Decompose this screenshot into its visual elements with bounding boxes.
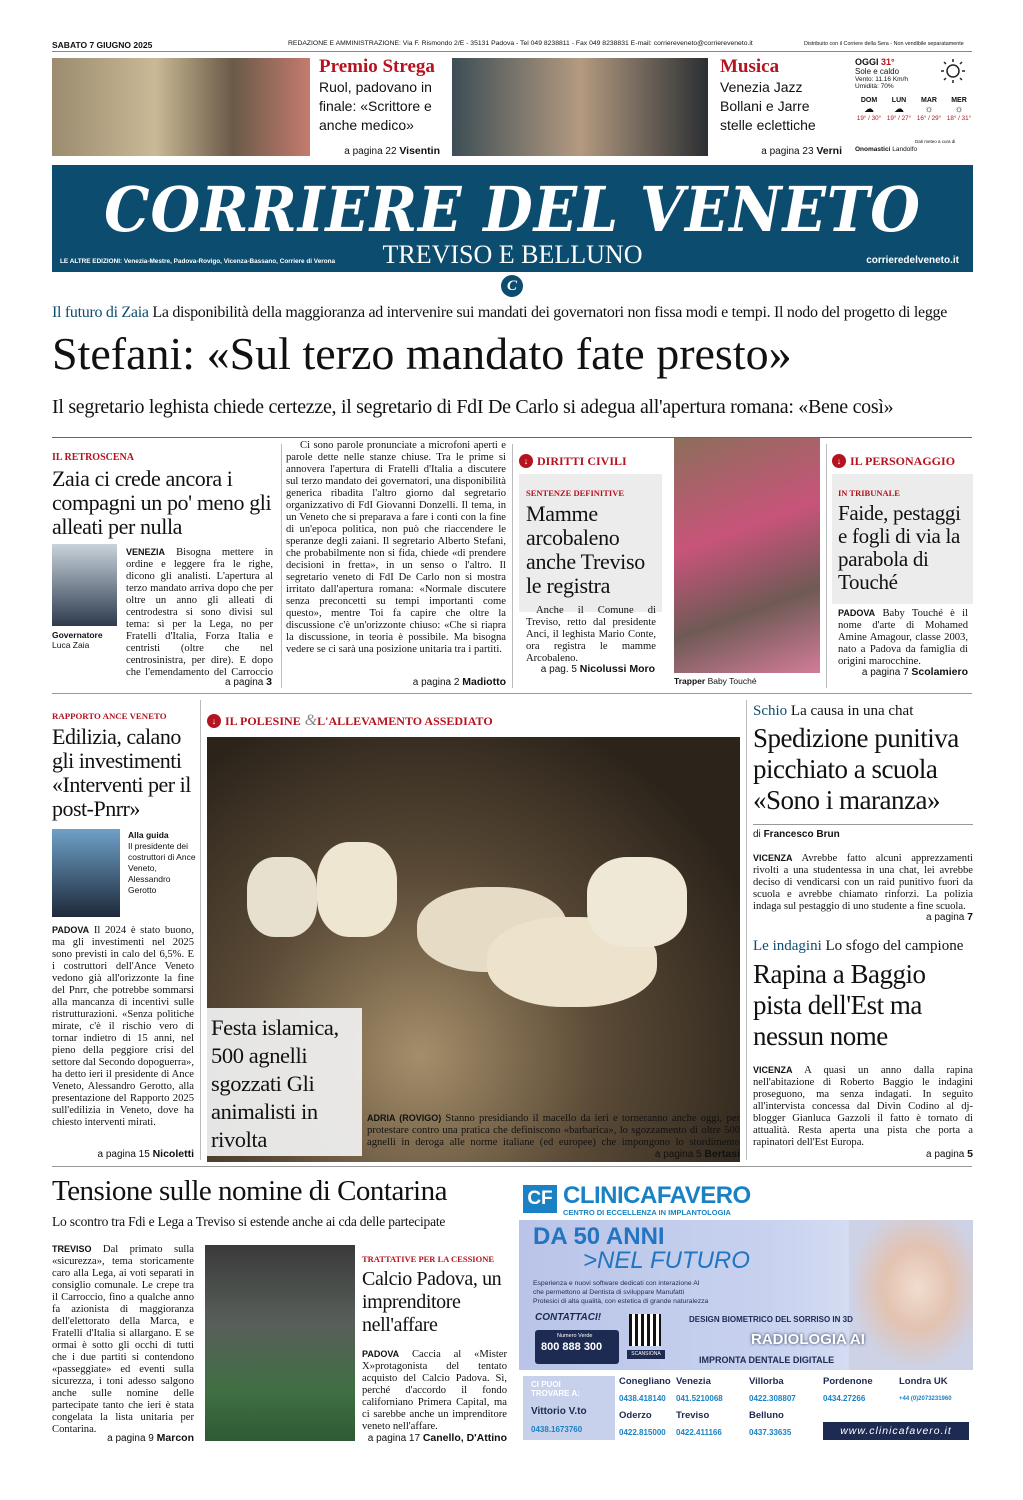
article-padova[interactable] [362,1254,507,1337]
article-page[interactable]: a pagina 7 [926,911,973,923]
weather-humidity: Umidità: 70% [855,83,894,90]
ad-location: Venezia 041.5210068 [676,1376,723,1403]
section-diritti: ↓ DIRITTI CIVILI [519,452,627,470]
site-link[interactable]: corrieredelveneto.it [866,255,959,266]
ad-portrait [849,1220,973,1370]
promo-strega-page[interactable]: a pagina 22 Visentin [344,145,440,157]
baggio-kicker: Le indagini Lo sfogo del campione [753,938,964,954]
forecast-row [855,97,973,122]
forecast-day: MER ☼ 18° / 31° [946,97,972,122]
section-icon: ↓ [207,714,221,728]
ad-clinica-favero[interactable] [519,1180,973,1443]
article-body: VENEZIA Bisogna mettere in ordine e leggere fra le righe, dicono gli analisti. L'apertura al terzo mandato arriva dopo che per oltre un anno gli alleati di centrodestra si sono divisi sul tema: sì per la Lega, no per Fratelli d'Italia, Forza Italia e centristi (oltre che nel centrosinistra, per dire). E dopo che l'emendamento del Carroccio [126,547,273,678]
article-page[interactable]: a pagina 15 Nicoletti [97,1148,194,1160]
lead-kicker: Il futuro di Zaia La disponibilità della maggioranza ad intervenire sui mandati dei governatori non fissa modi e tempi. Il nodo del progetto di legge [52,304,948,321]
weather-wind: Vento: 11.16 Km/h [855,76,908,83]
ad-locations [519,1374,973,1443]
article-retroscena[interactable] [52,452,272,539]
promo-musica-page[interactable]: a pagina 23 Verni [761,145,842,157]
article-page[interactable]: a pagina 7 Scolamiero [861,666,968,678]
article-kicker: TRATTATIVE PER LA CESSIONE [362,1254,495,1264]
article-kicker: IL RETROSCENA [52,452,134,463]
photo-caption: Trapper Baby Touché [674,676,757,686]
ad-brand: CLINICAFAVERO [563,1182,751,1209]
ad-location: Conegliano 0438.418140 [619,1376,671,1403]
ad-phone-box[interactable]: Numero Verde 800 888 300 [535,1330,619,1364]
gerotto-photo [52,829,120,917]
promo-title: Premio Strega [319,56,435,77]
contarina-sub: Lo scontro tra Fdi e Lega a Treviso si estende anche ai cda delle partecipate [52,1214,446,1229]
section-polesine: ↓ IL POLESINE &L'ALLEVAMENTO ASSEDIATO [207,712,493,730]
edition-name: TREVISO E BELLUNO [382,240,643,269]
cloud-sun-icon: ☁ [864,104,874,115]
ad-headline-2: >NEL FUTURO [583,1247,750,1274]
article-title: Zaia ci crede ancora i compagni un po' meno gli alleati per nulla [52,466,272,539]
logo-badge-icon: C [501,275,523,297]
photo-caption: Governatore Luca Zaia [52,630,103,650]
ad-location: Londra UK +44 (0)2073231960 [899,1376,952,1402]
trapper-photo [674,438,820,673]
promo-musica[interactable] [720,56,845,135]
ad-logo: CF [523,1185,557,1213]
photo-overlay-box [207,1008,362,1156]
article-kicker: RAPPORTO ANCE VENETO [52,711,167,721]
overlay-headline: Festa islamica, 500 agnelli sgozzati Gli animalisti in rivolta [211,1015,339,1152]
lead-article-page[interactable]: a pagina 2 Madiotto [412,676,506,688]
ad-tagline: CENTRO DI ECCELLENZA IN IMPLANTOLOGIA [563,1208,731,1217]
forecast-day: MAR ☼ 16° / 29° [916,97,942,122]
article-title: Faide, pestaggi e fogli di via la parabola di Touché [838,501,961,594]
article-title: Mamme arcobaleno anche Treviso le registra [526,501,645,598]
weather-credit: Dati meteo a cura di [915,139,956,144]
ad-location: Treviso 0422.411166 [676,1410,722,1437]
weather-cond: Sole e caldo [855,67,900,76]
article-page[interactable]: a pag. 5 Nicolussi Moro [540,663,655,675]
article-kicker: SENTENZE DEFINITIVE [526,488,625,498]
diritti-box[interactable] [519,474,662,612]
ad-site-link[interactable]: www.clinicafavero.it [823,1422,969,1440]
ad-location: Pordenone 0434.27266 [823,1376,873,1403]
lead-article-body: Ci sono parole pronunciate a microfoni aperti e parole dette nelle stanze chiuse. Tra le prime si annovera l'apertura di Fratelli d'Italia a discutere sul terzo mandato dei governatori, una disponibilità generica ribadita l'altro giorno dal segretario organizzativo di FdI Giovanni Donzelli. Il tema, in un Veneto che si preparava a fare i conti con la fine di un'epoca politica, non può che riaccendere le speranze degli zaiani. Il segretario Alberto Stefani, che probabilmente non si fida, chiede «di prendere decisioni in fretta», in un senso o l'altro. Il segretario veneto di FdI De Carlo non si mostra irritato dall'apertura romana: «Normale discutere senza preconcetti su tempi importanti come questo», mentre Toi fa capire che oltre la discussione c'è un'orizzonte chiuso: «Che si riapra la discussione, in teoria è possibile. Ma bisogna vedere se ci sarà una posizione unitaria tra i partiti. [286,440,506,655]
article-body: TREVISO Dal primato sulla «sicurezza», tema storicamente caro alla Lega, ai voti separati in consiglio comunale. Le crepe tra il Carroccio, fino a qualche anno fa azionista di maggioranza dell'elettorato della Marca, e Fratelli d'Italia si allargano. E se ormai è sotto gli occhi di tutti che i due partiti si contendono «passeggiate» ed eventi sulla sicurezza, i toni adesso salgono anche sulle nomine delle partecipate tanto che ieri è stata congelata la lista unitaria per Contarina. [52,1244,194,1433]
weather-today: OGGI [855,57,879,67]
article-body: VICENZA Avrebbe fatto alcuni apprezzamenti rivolti a una studentessa in una chat, lei avrebbe deciso di vendicarsi con un raid punitivo fuori da scuola e avrebbe chiamato rinforzi. La polizia indaga sul pestaggio di uno studente a fine scuola. [753,853,973,912]
zaia-photo [52,544,117,626]
weather-temp: 31° [881,57,895,67]
sun-icon [941,59,965,83]
masthead-title: CORRIERE DEL VENETO [104,173,921,246]
section-icon: ↓ [832,454,846,468]
ad-headline-1: DA 50 ANNI [533,1223,665,1250]
ad-impronta: IMPRONTA DENTALE DIGITALE [699,1355,835,1365]
promo-strega[interactable] [319,56,447,135]
masthead [52,165,973,272]
article-body: Anche il Comune di Treviso, retto dal presidente Anci, il leghista Mario Conte, ora registra le mamme Arcobaleno. [526,605,656,663]
article-page[interactable]: a pagina 3 [225,676,272,688]
photo-caption: Alla guida Il presidente dei costruttori di Ance Veneto, Alessandro Gerotto [128,830,196,895]
promo-text: Venezia Jazz Bollani e Jarre stelle eclettiche [720,79,816,133]
article-page[interactable]: a pagina 17 Canello, D'Attino [367,1432,507,1444]
article-kicker: IN TRIBUNALE [838,488,900,498]
forecast-day: DOM ☁ 19° / 30° [856,97,882,122]
ad-radiologia: RADIOLOGIA AI [751,1331,865,1348]
article-page[interactable]: a pagina 9 Marcon [107,1432,194,1444]
ad-scan: SCANSIONA [627,1350,665,1359]
weather-box [855,57,973,154]
sun-icon: ☼ [924,104,934,115]
section-personaggio: ↓ IL PERSONAGGIO [832,452,955,470]
qr-code-icon[interactable] [629,1314,661,1346]
issue-date: SABATO 7 GIUGNO 2025 [52,40,153,50]
cloud-sun-icon: ☁ [894,104,904,115]
forecast-day: LUN ☁ 19° / 27° [886,97,912,122]
editorial-address: REDAZIONE E AMMINISTRAZIONE: Via F. Rismondo 2/E - 35131 Padova - Tel 049 8238811 - Fax 049 8238831 E-mail: corriereveneto@corriereveneto.it [288,40,753,47]
sun-icon: ☼ [954,104,964,115]
ad-design: DESIGN BIOMETRICO DEL SORRISO IN 3D [689,1315,853,1324]
promo-text: Ruol, padovano in finale: «Scrittore e anche medico» [319,79,432,133]
article-body: ADRIA (ROVIGO) Stanno presidiando il macello da ieri e torneranno anche oggi, per protestare contro una pratica che definiscono «barbarica», lo sgozzamento di oltre 500 agnelli in deroga alle norme italiane (ed europee) che impongono lo stordimento [367,1113,740,1148]
article-body: PADOVA Caccia al «Mister X»protagonista del tentato acquisto del Calcio Padova. Sì, perché d'accordo il fondo californiano Primera Capital, ma ci sarebbe anche un imprenditore veneto nell'affare. [362,1349,507,1432]
article-page[interactable]: a pagina 5 Bertasi [654,1148,740,1160]
onomastici: Onomastici Landolfo [855,146,918,153]
ad-location: Belluno 0437.33635 [749,1410,792,1437]
distribution-note: Distribuito con il Corriere della Sera - Non vendibile separatamente [804,41,964,47]
ad-location-primary: CI PUOI TROVARE A: Vittorio V.to 0438.1673760 [523,1376,615,1440]
ad-location: Villorba 0422.308807 [749,1376,796,1403]
musica-photo[interactable] [452,58,708,156]
football-photo [205,1245,355,1441]
other-editions: LE ALTRE EDIZIONI: Venezia-Mestre, Padova-Rovigo, Vicenza-Bassano, Corriere di Verona [60,258,336,265]
contarina-title[interactable]: Tensione sulle nomine di Contarina [52,1175,447,1207]
strega-photo[interactable] [52,58,310,156]
schio-kicker: Schio La causa in una chat [753,703,914,719]
article-title: Calcio Padova, un imprenditore nell'affare [362,1268,502,1336]
lead-subhead: Il segretario leghista chiede certezze, il segretario di FdI De Carlo si adegua all'apertura romana: «Bene così» [52,396,894,418]
article-body: VICENZA A quasi un anno dalla rapina nell'abitazione di Roberto Baggio le indagini proseguono, ma senza indagati. In seguito all'intervista concessa dal Divin Codino al dj-blogger Gianluca Gazzoli il fatto è tornato di attualità. Resta aperta una pista che porta a rapinatori dell'Est Europa. [753,1065,973,1148]
lead-headline[interactable]: Stefani: «Sul terzo mandato fate presto» [52,328,792,379]
top-bar [52,40,972,52]
article-title: Edilizia, calano gli investimenti «Interventi per il post-Pnrr» [52,724,191,821]
article-title[interactable]: Spedizione punitiva picchiato a scuola «Sono i maranza» [753,723,959,815]
ad-location: Oderzo 0422.815000 [619,1410,666,1437]
promo-title: Musica [720,56,780,77]
ad-copy: Esperienza e nuovi software dedicati con interazione AI che permettono al Dentista di sviluppare Manufatti Protesici di alta qualità, con estetica di grande naturalezza [533,1280,709,1305]
article-body: PADOVA Il 2024 è stato buono, ma gli investimenti nel 2025 sono previsti in calo del 6,5%. E i costruttori dell'Ance Veneto vedono già all'orizzonte la fine del Pnrr, che potrebbe sommarsi alla mancanza di incentivi sulle ristrutturazioni. «Senza politiche mirate, c'è il rischio vero di tornar indietro di 15 anni, nel pieno della peggiore crisi del settore dal Secondo dopoguerra», ha detto ieri il presidente di Ance Veneto, Alessandro Gerotto, alla presentazione del Rapporto 2025 sull'edilizia in Veneto, dove ha chiesto interventi mirati. [52,925,194,1128]
section-icon: ↓ [519,454,533,468]
byline: di Francesco Brun [753,829,840,840]
personaggio-box[interactable] [832,474,973,604]
article-title[interactable]: Rapina a Baggio pista dell'Est ma nessun nome [753,959,926,1051]
article-page[interactable]: a pagina 5 [926,1148,973,1160]
article-ance[interactable] [52,711,202,821]
ad-contact: CONTATTACI! [535,1312,602,1323]
article-body: PADOVA Baby Touché è il nome d'arte di Mohamed Amine Amagour, classe 2003, nato a Padova da famiglia di origini marocchine. [838,608,968,667]
